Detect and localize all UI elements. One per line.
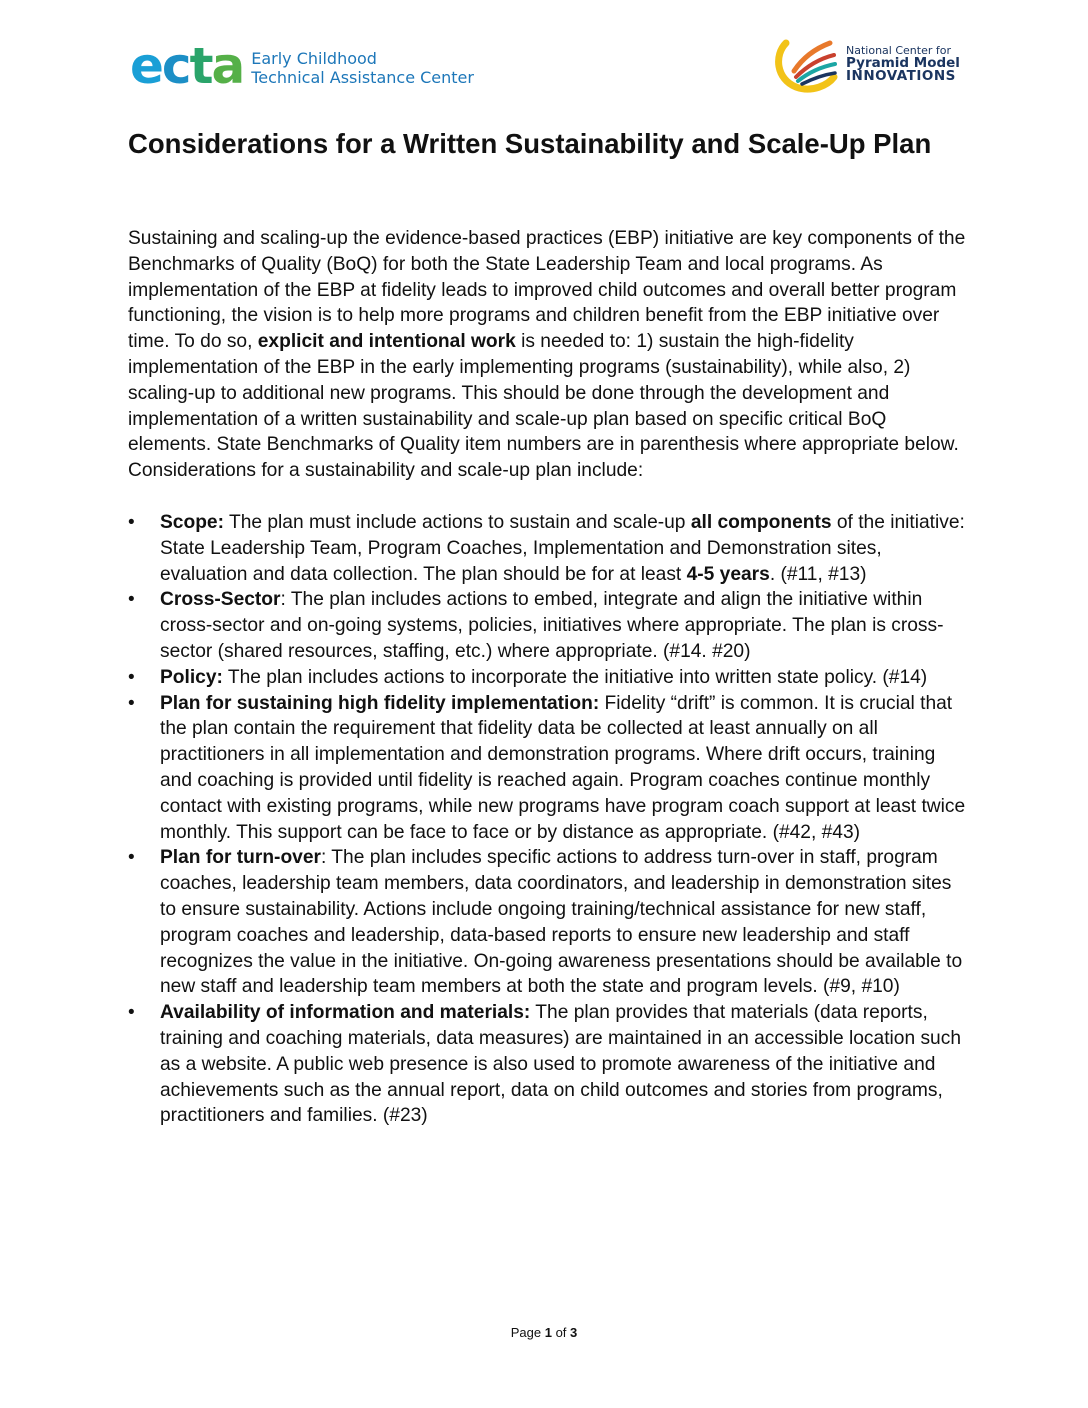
cross-sector-heading: Cross-Sector [160,589,281,611]
policy-text: The plan includes actions to incorporate the initiative into written state policy. (#14) [222,666,928,688]
footer-current-page: 1 [544,1325,552,1340]
considerations-list [128,510,968,1129]
ncpmi-logo-line2: Pyramid Model [846,54,960,71]
ncpmi-logo-text [846,44,960,83]
scope-bold2: 4-5 years [686,563,770,585]
scope-text3: . (#11, #13) [769,563,867,585]
ecta-logo-line1: Early Childhood [251,49,377,68]
page-title: Considerations for a Written Sustainability and Scale-Up Plan [128,128,932,159]
intro-bold-phrase: explicit and intentional work [257,331,516,353]
availability-text: The plan provides that materials (data reports, training and coaching materials, data measures) are maintained in an accessible location such as a website. A public web presence is also used to promote awareness of the initiative and achievements such as the annual report, data on child outcomes and stories from programs, practitioners and families. (#23) [160,1002,961,1127]
list-item-fidelity [128,691,968,846]
ecta-wordmark: ecta [130,37,244,95]
ecta-logo [130,38,474,94]
pyramid-model-swirl-icon [772,33,840,93]
ncpmi-logo-line1: National Center for [846,43,951,57]
footer-of-word: of [551,1325,571,1340]
turnover-text: : The plan includes specific actions to address turn-over in staff, program coaches, leadership team members, data coordinators, and leadership in demonstration sites to ensure sustainability. Actions include ongoing training/technical assistance for new staff, program coaches and leadership, data-based reports to ensure new leadership and staff recognizes the value in the initiative. On-going awareness presentations should be available to new staff and leadership team members at both the state and program levels. (#9, #10) [160,847,963,998]
fidelity-heading: Plan for sustaining high fidelity implementation: [160,692,600,714]
list-item-turnover [128,845,968,1000]
intro-paragraph [128,226,968,484]
list-item-availability [128,1000,968,1129]
footer-page-word: Page [510,1325,545,1340]
footer-total-pages: 3 [570,1325,578,1340]
scope-bold1: all components [690,511,832,533]
page-header [0,0,1088,110]
page-footer [0,1325,1088,1340]
scope-heading: Scope: [160,511,224,533]
scope-text2: of the initiative: State Leadership Team, Program Coaches, Implementation and Demonstration sites, evaluation and data collection. The plan should be for at least [160,511,965,585]
list-item-scope [128,510,968,587]
intro-text-part1: Sustaining and scaling-up the evidence-based practices (EBP) initiative are key components of the Benchmarks of Quality (BoQ) for both the State Leadership Team and local programs. As implementation of the EBP at fidelity leads to improved child outcomes and overall better program functioning, the vision is to help more programs and children benefit from the EBP initiative over time. To do so, [128,228,966,353]
list-item-policy [128,665,968,691]
policy-heading: Policy: [160,666,223,688]
document-body [128,226,968,1129]
ecta-logo-text [251,49,474,87]
availability-heading: Availability of information and materials: [160,1002,531,1024]
ecta-logo-line2: Technical Assistance Center [251,68,474,87]
scope-text1: The plan must include actions to sustain and scale-up [223,511,691,533]
turnover-heading: Plan for turn-over [160,847,321,869]
intro-text-part2: is needed to: 1) sustain the high-fidelity implementation of the EBP in the early implementing programs (sustainability), while also, 2) scaling-up to additional new programs. This should be done through the development and implementation of a written sustainability and scale-up plan based on specific critical BoQ elements. State Benchmarks of Quality item numbers are in parenthesis where appropriate below. Considerations for a sustainability and scale-up plan include: [128,331,959,482]
ncpmi-logo [772,33,960,93]
ncpmi-logo-line3: INNOVATIONS [846,67,956,84]
list-item-cross-sector [128,587,968,664]
cross-sector-text: : The plan includes actions to embed, integrate and align the initiative within cross-sector and on-going systems, policies, initiatives where appropriate. The plan is cross-sector (shared resources, staffing, etc.) where appropriate. (#14. #20) [160,589,944,662]
fidelity-text: Fidelity “drift” is common. It is crucial that the plan contain the requirement that fidelity data be collected at least annually on all practitioners in all implementation and demonstration programs. Where drift occurs, training and coaching is provided until fidelity is reached again. Program coaches continue monthly contact with existing programs, while new programs have program coach support at least twice monthly. This support can be face to face or by distance as appropriate. (#42, #43) [160,692,966,843]
